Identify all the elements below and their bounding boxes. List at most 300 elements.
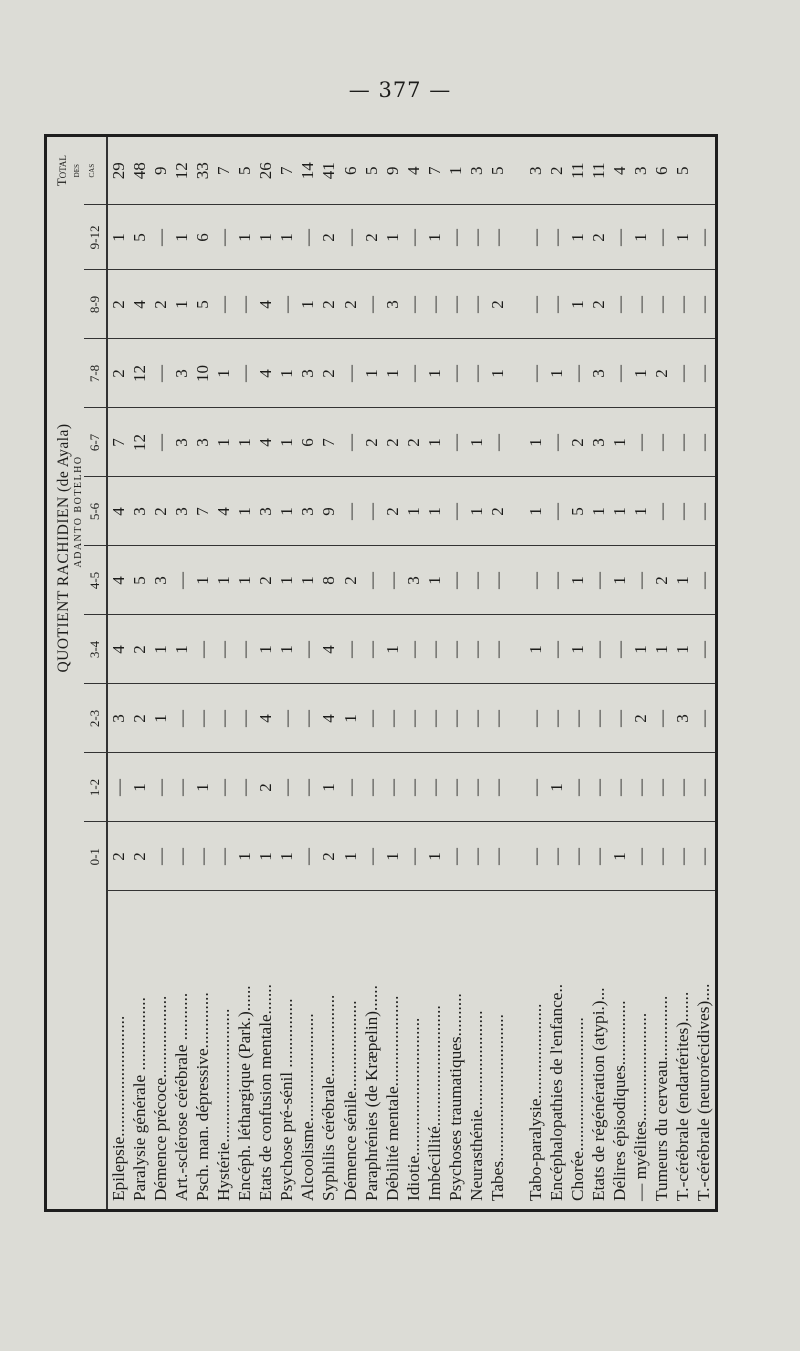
cell-value: 7 (319, 408, 340, 477)
cell-value: 1 (235, 205, 256, 270)
cell-value: 1 (298, 546, 319, 615)
table-frame (44, 134, 718, 1212)
cell-value: 2 (129, 684, 150, 753)
row-label: Chorée............................... (567, 891, 588, 1209)
row-label: Tabo-paralysie...................... (525, 891, 546, 1209)
row-total: 5 (673, 166, 693, 175)
row-total: 7 (424, 166, 444, 175)
cell-value: — (652, 684, 673, 753)
cell-value: — (652, 477, 673, 546)
cell-value: 4 (107, 477, 129, 546)
row-label: — myélites......................... (630, 891, 651, 1209)
cell-value: — (673, 753, 694, 822)
cell-value: — (673, 822, 694, 891)
cell-value: — (340, 205, 361, 270)
cell-value: 1 (525, 477, 546, 546)
cell-value: — (445, 270, 466, 339)
row-label: Encéph. léthargique (Park.)...... (235, 891, 256, 1209)
cell-value: 3 (588, 339, 609, 408)
row-total: 4 (403, 166, 423, 175)
cell-value: — (445, 205, 466, 270)
cell-value: 3 (588, 408, 609, 477)
cell-value: 4 (256, 408, 277, 477)
cell-value: — (546, 270, 567, 339)
cell-value: 3 (171, 477, 192, 546)
cell-value: — (467, 615, 488, 684)
cell-value: 1 (214, 339, 235, 408)
table-row (361, 137, 382, 1209)
table-row (171, 137, 192, 1209)
cell-value: 1 (256, 205, 277, 270)
row-label: Délires épisodiques............... (609, 891, 630, 1209)
cell-value: — (403, 753, 424, 822)
cell-value: — (467, 822, 488, 891)
table-row (567, 137, 588, 1209)
cell-value: — (467, 684, 488, 753)
cell-value: — (340, 615, 361, 684)
cell-value (509, 408, 525, 477)
column-header: 2-3 (84, 684, 107, 753)
cell-value: — (652, 408, 673, 477)
cell-value: 3 (382, 270, 403, 339)
cell-value: 1 (277, 339, 298, 408)
cell-value: — (488, 822, 509, 891)
cell-value: 5 (129, 546, 150, 615)
cell-value: — (361, 615, 382, 684)
table-row (588, 137, 609, 1209)
cell-value: 1 (235, 408, 256, 477)
cell-value: — (382, 753, 403, 822)
cell-value: — (652, 205, 673, 270)
cell-value: 2 (150, 477, 171, 546)
cell-value: 4 (256, 684, 277, 753)
cell-value: — (192, 615, 213, 684)
cell-value: — (340, 753, 361, 822)
row-total: 29 (108, 162, 128, 180)
cell-value: 7 (192, 477, 213, 546)
row-label: Tabes.................................. (488, 891, 509, 1209)
cell-value: 2 (488, 270, 509, 339)
cell-value: — (445, 753, 466, 822)
cell-value: — (192, 684, 213, 753)
cell-value: — (588, 822, 609, 891)
cell-value: — (546, 546, 567, 615)
cell-value: 1 (319, 753, 340, 822)
table-row (235, 137, 256, 1209)
table-row (192, 137, 213, 1209)
cell-value: 1 (630, 615, 651, 684)
cell-value: — (424, 270, 445, 339)
cell-value: — (652, 270, 673, 339)
cell-value: — (630, 822, 651, 891)
row-label: Tumeurs du cerveau............... (652, 891, 673, 1209)
cell-value: — (546, 477, 567, 546)
cell-value: — (546, 408, 567, 477)
column-header: 8-9 (84, 270, 107, 339)
row-label: Etats de régénération (atypi.)... (588, 891, 609, 1209)
cell-value: — (298, 753, 319, 822)
cell-value: — (630, 753, 651, 822)
cell-value: 3 (298, 477, 319, 546)
cell-value: 1 (424, 822, 445, 891)
cell-value: — (171, 822, 192, 891)
cell-value: 1 (298, 270, 319, 339)
table-row (673, 137, 694, 1209)
cell-value: 1 (235, 822, 256, 891)
cell-value: — (150, 339, 171, 408)
row-label: Art.-sclérose cérébrale ........... (171, 891, 192, 1209)
row-total: 6 (340, 166, 360, 175)
cell-value: 1 (340, 684, 361, 753)
row-total: 41 (319, 162, 339, 180)
row-total: 6 (652, 166, 672, 175)
cell-value: — (298, 684, 319, 753)
cell-value: 1 (256, 822, 277, 891)
cell-value: 4 (214, 477, 235, 546)
cell-value: — (361, 546, 382, 615)
column-header: 0-1 (84, 822, 107, 891)
cell-value: 1 (673, 205, 694, 270)
row-label: Paralysie générale ................. (129, 891, 150, 1209)
cell-value: 4 (256, 339, 277, 408)
cell-value: — (467, 546, 488, 615)
row-total: 3 (630, 166, 650, 175)
cell-value: — (488, 546, 509, 615)
row-label: T.-cérébrale (neurorécidives).... (694, 891, 715, 1209)
cell-value: 3 (129, 477, 150, 546)
cell-value: — (340, 477, 361, 546)
rotated-table-container (47, 131, 721, 1209)
cell-value: — (546, 205, 567, 270)
column-header: 4-5 (84, 546, 107, 615)
cell-value: — (340, 408, 361, 477)
column-header: 9-12 (84, 205, 107, 270)
cell-value: 1 (171, 205, 192, 270)
cell-value: — (673, 270, 694, 339)
cell-value: — (546, 615, 567, 684)
cell-value: — (652, 822, 673, 891)
cell-value: 1 (525, 615, 546, 684)
cell-value: 6 (192, 205, 213, 270)
cell-value: 4 (319, 684, 340, 753)
cell-value (509, 205, 525, 270)
cell-value: 2 (403, 408, 424, 477)
table-row (630, 137, 651, 1209)
cell-value: — (403, 205, 424, 270)
cell-value: 6 (298, 408, 319, 477)
cell-value: — (652, 753, 673, 822)
cell-value: — (630, 270, 651, 339)
cell-value: — (235, 753, 256, 822)
group-header (47, 205, 73, 891)
cell-value: 1 (673, 546, 694, 615)
cell-value: — (403, 270, 424, 339)
cell-value: 7 (107, 408, 129, 477)
row-total: 1 (445, 166, 465, 175)
row-label: Paraphrénies (de Kræpelin)...... (361, 891, 382, 1209)
group-header-text: QUOTIENT RACHIDIEN (de Ayala) (55, 423, 72, 673)
cell-value: 1 (340, 822, 361, 891)
cell-value: — (214, 615, 235, 684)
cell-value: — (445, 546, 466, 615)
cell-value: 1 (424, 205, 445, 270)
cell-value: — (361, 684, 382, 753)
cell-value: 2 (652, 339, 673, 408)
row-total: 9 (382, 166, 402, 175)
cell-value: 2 (567, 408, 588, 477)
cell-value: — (609, 339, 630, 408)
row-label: Etats de confusion mentale....... (256, 891, 277, 1209)
total-header-line1: Total (54, 155, 69, 187)
row-total (694, 137, 715, 205)
cell-value: — (467, 205, 488, 270)
cell-value: 2 (488, 477, 509, 546)
cell-value: — (150, 205, 171, 270)
cell-value: — (488, 205, 509, 270)
row-label: T.-cérébrale (endartérites)....... (673, 891, 694, 1209)
row-label: Psychose pré-sénil ................ (277, 891, 298, 1209)
cell-value: — (488, 753, 509, 822)
table-row (403, 137, 424, 1209)
row-total: 33 (193, 162, 213, 180)
data-table (47, 137, 715, 1209)
cell-value: — (424, 615, 445, 684)
cell-value: 2 (129, 822, 150, 891)
cell-value: 2 (319, 822, 340, 891)
cell-value: — (546, 822, 567, 891)
cell-value: — (445, 408, 466, 477)
cell-value: — (567, 753, 588, 822)
cell-value: — (694, 684, 715, 753)
cell-value: 1 (630, 339, 651, 408)
cell-value: — (694, 546, 715, 615)
cell-value: 1 (192, 753, 213, 822)
cell-value: — (424, 753, 445, 822)
row-total: 48 (129, 162, 149, 180)
cell-value: — (361, 753, 382, 822)
cell-value: — (150, 822, 171, 891)
cell-value: — (525, 822, 546, 891)
column-header: 3-4 (84, 615, 107, 684)
cell-value: — (171, 684, 192, 753)
table-row (150, 137, 171, 1209)
cell-value: — (694, 408, 715, 477)
row-label: Epilepsie............................ (107, 891, 129, 1209)
table-row (424, 137, 445, 1209)
row-total: 3 (467, 166, 487, 175)
row-label: Débilité mentale..................... (382, 891, 403, 1209)
cell-value: 2 (588, 270, 609, 339)
cell-value: 1 (107, 205, 129, 270)
cell-value: 1 (424, 339, 445, 408)
header-spacer (73, 615, 84, 891)
table-row (546, 137, 567, 1209)
cell-value: 1 (192, 546, 213, 615)
row-label: Psychoses traumatiques.......... (445, 891, 466, 1209)
cell-value: 8 (319, 546, 340, 615)
table-row (256, 137, 277, 1209)
cell-value: 3 (298, 339, 319, 408)
cell-value: 3 (150, 546, 171, 615)
cell-value: — (694, 615, 715, 684)
cell-value (509, 339, 525, 408)
cell-value: 1 (277, 822, 298, 891)
cell-value: 12 (129, 408, 150, 477)
cell-value: 1 (256, 615, 277, 684)
cell-value: — (694, 822, 715, 891)
row-label: Psch. man. dépressive............. (192, 891, 213, 1209)
cell-value: — (235, 615, 256, 684)
cell-value: — (525, 753, 546, 822)
cell-value: 1 (403, 477, 424, 546)
cell-value: 2 (361, 205, 382, 270)
row-label: Hystérie............................... (214, 891, 235, 1209)
cell-value: — (298, 822, 319, 891)
cell-value: — (361, 270, 382, 339)
cell-value: — (609, 684, 630, 753)
cell-value: — (567, 684, 588, 753)
cell-value: 5 (192, 270, 213, 339)
row-total: 7 (277, 166, 297, 175)
cell-value: 1 (588, 477, 609, 546)
cell-value: — (488, 615, 509, 684)
row-label: Neurasthénie....................... (467, 891, 488, 1209)
total-header (47, 137, 107, 205)
cell-value: 4 (129, 270, 150, 339)
cell-value: — (488, 684, 509, 753)
cell-value: 2 (319, 339, 340, 408)
cell-value (509, 753, 525, 822)
cell-value: — (192, 822, 213, 891)
cell-value: — (694, 270, 715, 339)
cell-value: 2 (588, 205, 609, 270)
row-total: 12 (171, 162, 191, 180)
cell-value: — (546, 684, 567, 753)
cell-value: 1 (609, 822, 630, 891)
cell-value: 12 (129, 339, 150, 408)
cell-value: — (445, 822, 466, 891)
table-row (340, 137, 361, 1209)
cell-value: — (235, 270, 256, 339)
cell-value: 1 (277, 615, 298, 684)
cell-value: — (382, 684, 403, 753)
table-row (525, 137, 546, 1209)
cell-value: — (694, 205, 715, 270)
table-row (277, 137, 298, 1209)
cell-value: 1 (171, 615, 192, 684)
row-total: 11 (567, 162, 587, 179)
cell-value: 1 (277, 477, 298, 546)
row-total: 2 (546, 166, 566, 175)
cell-value: 1 (630, 477, 651, 546)
cell-value: — (214, 822, 235, 891)
total-header-line3: cas (86, 163, 97, 178)
row-label: Imbécillité............................ (424, 891, 445, 1209)
table-row (445, 137, 466, 1209)
cell-value: 2 (107, 339, 129, 408)
cell-value: 3 (171, 408, 192, 477)
row-total: 11 (588, 162, 608, 179)
cell-value: — (525, 684, 546, 753)
cell-value: — (214, 270, 235, 339)
cell-value (509, 546, 525, 615)
cell-value: — (488, 408, 509, 477)
cell-value: 1 (609, 546, 630, 615)
subgroup-header (73, 408, 84, 615)
cell-value: 3 (256, 477, 277, 546)
row-label: Idiotie................................ (403, 891, 424, 1209)
cell-value (509, 477, 525, 546)
cell-value: — (567, 822, 588, 891)
cell-value: 1 (567, 615, 588, 684)
cell-value: 1 (546, 339, 567, 408)
cell-value (509, 684, 525, 753)
cell-value: 1 (277, 546, 298, 615)
cell-value: 3 (192, 408, 213, 477)
cell-value (509, 822, 525, 891)
cell-value: 1 (277, 205, 298, 270)
row-label: Démence sénile..................... (340, 891, 361, 1209)
row-label: Encéphalopathies de l'enfance.. (546, 891, 567, 1209)
cell-value: — (673, 408, 694, 477)
cell-value: — (403, 615, 424, 684)
cell-value: 1 (467, 477, 488, 546)
cell-value: 1 (652, 615, 673, 684)
cell-value: — (382, 546, 403, 615)
column-header: 7-8 (84, 339, 107, 408)
total-header-line2: des (71, 164, 82, 178)
row-total: 5 (361, 166, 381, 175)
page-number: — 377 — (348, 78, 452, 102)
cell-value: — (298, 205, 319, 270)
cell-value: — (588, 684, 609, 753)
cell-value: — (467, 339, 488, 408)
column-header: 5-6 (84, 477, 107, 546)
row-total: 7 (214, 166, 234, 175)
cell-value: — (609, 205, 630, 270)
cell-value: 5 (129, 205, 150, 270)
row-total: 9 (150, 166, 170, 175)
cell-value: 1 (361, 339, 382, 408)
cell-value: — (424, 684, 445, 753)
cell-value: 1 (467, 408, 488, 477)
cell-value: — (340, 339, 361, 408)
cell-value: — (525, 546, 546, 615)
cell-value: — (525, 270, 546, 339)
cell-value: 2 (382, 477, 403, 546)
cell-value: 2 (319, 270, 340, 339)
cell-value: 3 (107, 684, 129, 753)
cell-value: 5 (567, 477, 588, 546)
row-total: 14 (298, 162, 318, 180)
cell-value: — (298, 615, 319, 684)
cell-value: 1 (488, 339, 509, 408)
table-row (509, 137, 525, 1209)
cell-value: — (567, 339, 588, 408)
cell-value: 1 (424, 477, 445, 546)
cell-value: 2 (340, 270, 361, 339)
cell-value: 2 (652, 546, 673, 615)
cell-value: 2 (107, 270, 129, 339)
cell-value: — (403, 684, 424, 753)
row-label (509, 891, 525, 1209)
row-label: Alcoolisme......................... (298, 891, 319, 1209)
cell-value: 2 (129, 615, 150, 684)
subgroup-header-text: ADANTO BOTELHO (73, 455, 84, 568)
cell-value: 2 (150, 270, 171, 339)
cell-value: 1 (609, 408, 630, 477)
table-row (319, 137, 340, 1209)
